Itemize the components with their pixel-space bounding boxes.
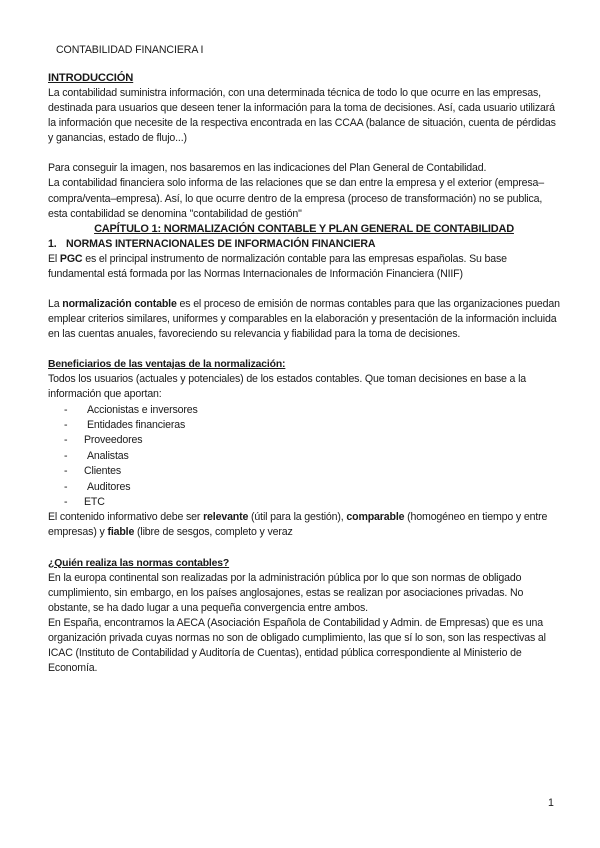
text-run: es el proceso de emisión de normas contables para que las organizaciones puedan emplear criterios similares, uniformes y comparables en la elaboración y presentación de la información incluida en las cuentas anuales, favoreciendo su relevancia y fiabilidad para la toma de decisiones.: [48, 297, 560, 341]
text-run: es el principal instrumento de normalización contable para las empresas españolas. Su base fundamental está formada por las Normas Internacionales de Información Financiera (NIIF): [48, 252, 507, 280]
page-number: 1: [548, 797, 554, 809]
list-item-label: Proveedores: [84, 434, 143, 447]
list-item: [64, 433, 560, 448]
spacer: [48, 342, 560, 357]
bold-term: relevante: [203, 511, 249, 524]
spacer: [48, 282, 560, 297]
bold-term: PGC: [59, 252, 83, 265]
text-run: (libre de sesgos, completo y veraz: [134, 526, 293, 539]
pgc-paragraph: [48, 252, 560, 282]
page-content: [48, 70, 560, 676]
text-run: El: [48, 252, 60, 265]
list-item: [64, 495, 560, 510]
dash-bullet-icon: -: [64, 449, 68, 462]
text-run: (útil para la gestión),: [248, 511, 347, 524]
section-heading: [48, 237, 560, 252]
text-run: (homogéneo en tiempo y entre empresas) y: [48, 511, 548, 539]
spacer: [48, 541, 560, 556]
running-header: CONTABILIDAD FINANCIERA I: [56, 44, 204, 56]
list-item: [64, 449, 560, 464]
list-item-label: Auditores: [87, 480, 131, 493]
section-title: NORMAS INTERNACIONALES DE INFORMACIÓN FINANCIERA: [66, 237, 376, 250]
dash-bullet-icon: -: [64, 480, 68, 493]
intro-paragraph-1: La contabilidad suministra información, con una determinada técnica de todo lo que ocurre en las empresas, destinada para usuarios que deseen tener la información para la toma de decisiones. Así, cada usuario utilizará la información que necesite de la respectiva encontrada en las CCAA (balance de situación, cuenta de pérdidas y ganancias, estado de flujo...): [48, 87, 556, 145]
spacer: [48, 146, 560, 161]
intro-paragraph-3: La contabilidad financiera solo informa de las relaciones que se dan entre la empresa y el exterior (empresa–compra/venta–empresa). Así, lo que ocurre dentro de la empresa (proceso de transformación) no se publica, esta contabilidad se denomina "contabilidad de gestión": [48, 177, 544, 220]
list-item: [64, 418, 560, 433]
dash-bullet-icon: -: [64, 434, 68, 447]
list-item: [64, 464, 560, 479]
list-item: [64, 403, 560, 418]
list-item: [64, 480, 560, 495]
bold-term: fiable: [107, 526, 135, 539]
bold-term: normalización contable: [62, 297, 177, 310]
dash-bullet-icon: -: [64, 403, 68, 416]
list-item-label: Accionistas e inversores: [87, 403, 198, 416]
list-item-label: Entidades financieras: [87, 418, 186, 431]
dash-bullet-icon: -: [64, 495, 68, 508]
text-run: El contenido informativo debe ser: [48, 511, 204, 524]
quien-heading: ¿Quién realiza las normas contables?: [48, 557, 230, 569]
normalizacion-paragraph: [48, 297, 560, 342]
intro-heading: INTRODUCCIÓN: [48, 72, 134, 84]
bold-term: comparable: [346, 511, 405, 524]
section-number: 1.: [48, 237, 57, 250]
contenido-paragraph: [48, 510, 560, 540]
chapter-heading: CAPÍTULO 1: NORMALIZACIÓN CONTABLE Y PLAN GENERAL DE CONTABILIDAD: [94, 222, 514, 235]
dash-bullet-icon: -: [64, 418, 68, 431]
beneficiarios-heading: Beneficiarios de las ventajas de la normalización:: [48, 359, 286, 371]
quien-paragraph-2: En España, encontramos la AECA (Asociación Española de Contabilidad y Admin. de Empresas) que es una organización privada cuyas normas no son de obligado cumplimiento, las que sí lo son, son las respectivas al ICAC (Instituto de Contabilidad y Auditoría de Cuentas), entidad pública correspondiente al Ministerio de Economía.: [48, 616, 546, 675]
intro-paragraph-2: Para conseguir la imagen, nos basaremos en las indicaciones del Plan General de Contabilidad.: [48, 162, 487, 175]
list-item-label: Analistas: [87, 449, 129, 462]
text-run: La: [48, 297, 63, 310]
beneficiarios-intro: Todos los usuarios (actuales y potenciales) de los estados contables. Que toman decisiones en base a la información que aportan:: [48, 373, 527, 401]
quien-paragraph-1: En la europa continental son realizadas por la administración pública por lo que son normas de obligado cumplimiento, sin embargo, en los países anglosajones, estas se realizan por asociaciones privadas. No obstante, se ha dado lugar a una pequeña convergencia entre ambos.: [48, 571, 524, 614]
dash-bullet-icon: -: [64, 465, 68, 478]
list-item-label: Clientes: [84, 465, 122, 478]
beneficiarios-list: [48, 403, 560, 511]
list-item-label: ETC: [84, 495, 105, 508]
